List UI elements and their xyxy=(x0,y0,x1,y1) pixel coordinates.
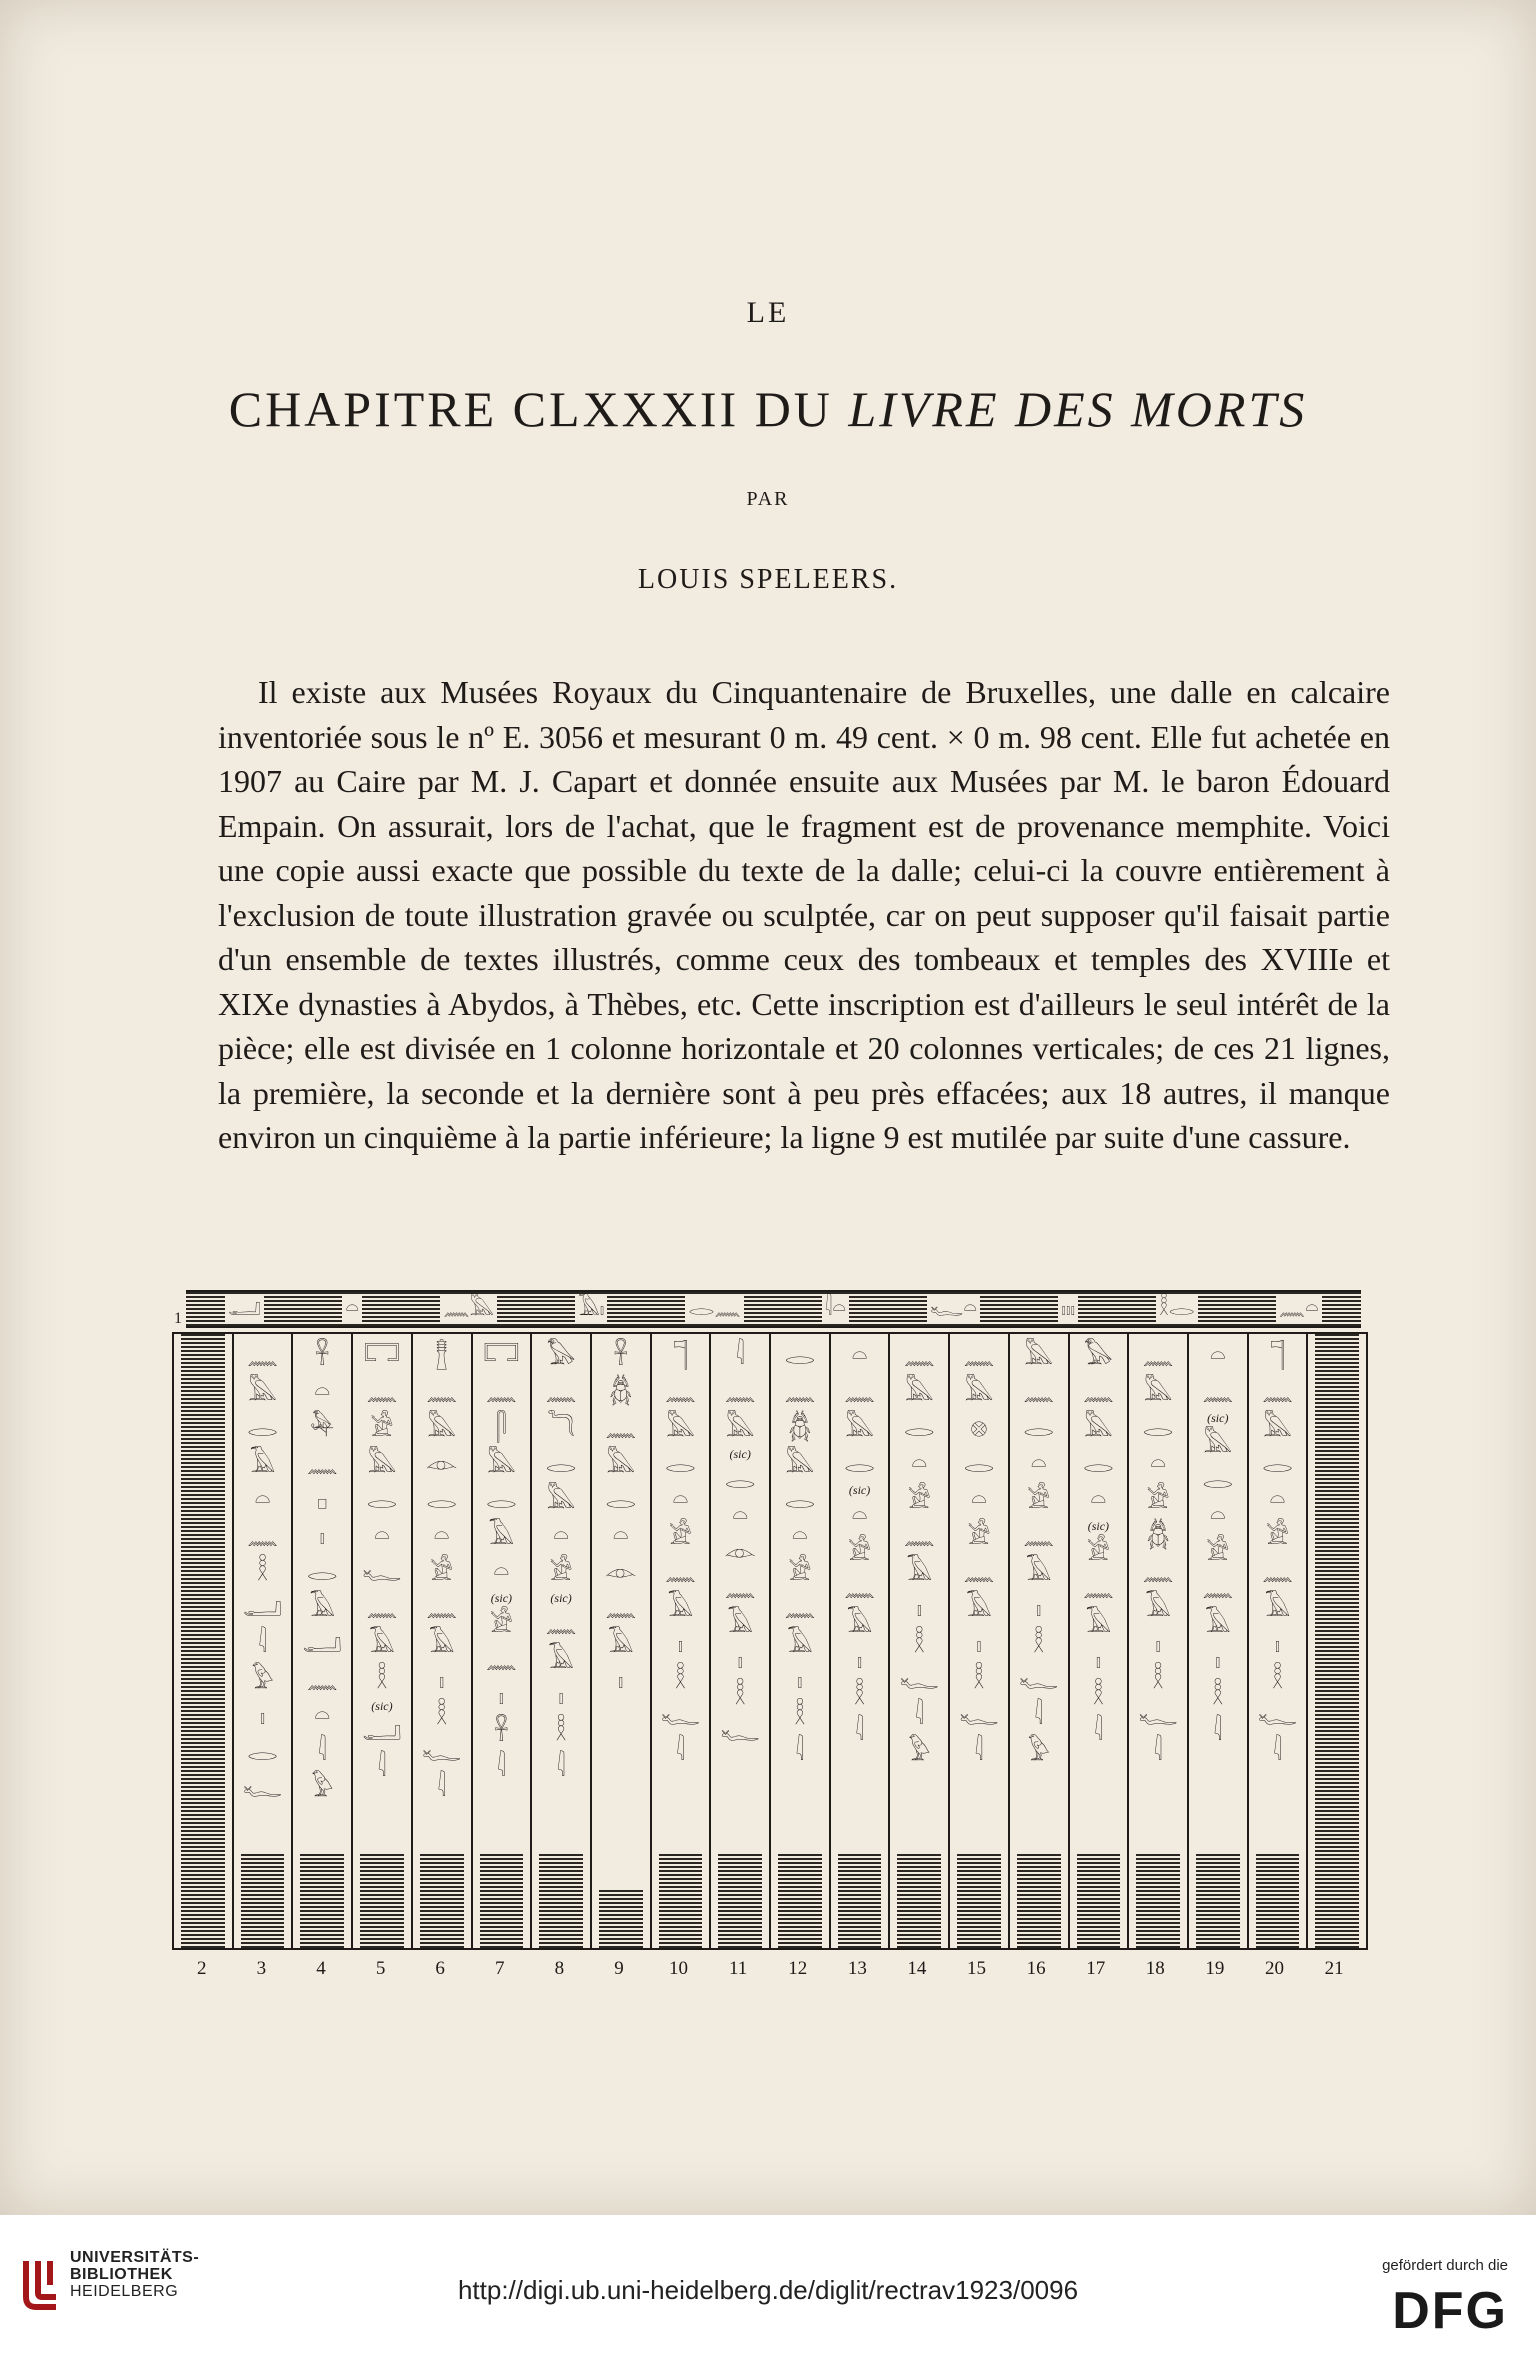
library-name-line1: UNIVERSITÄTS- xyxy=(70,2249,200,2266)
column-18 xyxy=(1129,1334,1189,1948)
byline-par: PAR xyxy=(746,488,790,510)
library-name-line2: BIBLIOTHEK xyxy=(70,2266,173,2283)
column-number: 16 xyxy=(1026,1958,1046,1979)
column-3 xyxy=(234,1334,294,1948)
paragraph-text: Il existe aux Musées Royaux du Cinquantenaire de Bruxelles, une dalle en calcaire inventoriée sous le nº E. 3056 et mesurant 0 m. 49 cent. × 0 m. 98 cent. Elle fut achetée en 1907 au Caire par M. J. Capart et donnée ensuite aux Musées par M. le baron Édouard Empain. On assurait, lors de l'achat, que le fragment est de provenance memphite. Voici une copie aussi exacte que possible du texte de la dalle; celui-ci la couvre entièrement à l'exclusion de toute illustration gravée ou sculptée, car on peut supposer qu'il faisait partie d'un ensemble de textes illustrés, comme ceux des tombeaux et temples des XVIIIe et XIXe dynasties à Abydos, à Thèbes, etc. Cette inscription est d'ailleurs le seul intérêt de la pièce; elle est divisée en 1 colonne horizontale et 20 colonnes verticales; de ces 21 lignes, la première, la seconde et la dernière sont à peu près effacées; aux 18 autres, il manque environ un cinquième à la partie inférieure; la ligne 9 est mutilée par suite d'une cassure. xyxy=(218,674,1390,1155)
column-glyphs: 𓈖 𓅓 𓂋 𓏏 𓀀 𓈖 𓄿 𓏤 𓎛 𓆑 𓇋 𓅱 xyxy=(899,1341,939,1767)
line-number-1: 1 xyxy=(174,1310,182,1327)
column-glyphs: 𓅃 𓈖 𓆓 𓂋 𓅓 𓏏 𓀀 (sic) 𓈖 𓄿 𓏤 𓎛 𓇋 xyxy=(545,1341,577,1783)
column-number: 21 xyxy=(1324,1958,1344,1979)
effaced-area xyxy=(360,1852,404,1948)
effaced-area xyxy=(1077,1852,1121,1948)
sic-note: (sic) xyxy=(848,1483,871,1497)
column-number: 3 xyxy=(256,1958,267,1979)
sic-note: (sic) xyxy=(490,1591,513,1605)
column-glyphs: 𓉐 𓈖 𓀀 𓅓 𓂋 𓏏 𓆑 𓈖 𓄿 𓎛 (sic) 𓂝 𓇋 xyxy=(362,1341,402,1783)
column-glyphs: 𓈖 𓅓 𓂋 𓏏 𓀀 𓆣 𓈖 𓄿 𓏤 𓎛 𓆑 𓇋 xyxy=(1138,1341,1178,1767)
hieroglyph-group: 𓇋𓏏 xyxy=(822,1294,849,1324)
dfg-logo[interactable]: DFG xyxy=(1392,2282,1508,2340)
column-number: 2 xyxy=(197,1958,207,1979)
effaced-area xyxy=(1315,1334,1359,1948)
column-glyphs: 𓏏 𓈖 (sic) 𓅓 𓂋 𓏏 𓀀 𓈖 𓄿 𓏤 𓎛 𓇋 xyxy=(1202,1341,1234,1747)
title-plain: CHAPITRE CLXXXII DU xyxy=(228,381,849,437)
hieroglyph-group: 𓆑𓏏 xyxy=(927,1294,980,1324)
column-19 xyxy=(1189,1334,1249,1948)
effaced-area xyxy=(241,1852,285,1948)
column-glyphs: 𓅃 𓈖 𓅓 𓂋 𓏏 (sic) 𓀀 𓈖 𓄿 𓏤 𓎛 𓇋 xyxy=(1082,1341,1114,1747)
column-number: 15 xyxy=(967,1958,987,1979)
column-number: 7 xyxy=(495,1958,505,1979)
column-number: 9 xyxy=(614,1958,624,1979)
effaced-area xyxy=(420,1852,464,1948)
effaced-area xyxy=(718,1852,762,1948)
column-numbers xyxy=(172,1958,1364,1980)
sic-note: (sic) xyxy=(550,1591,572,1605)
page-title xyxy=(0,380,1536,438)
column-glyphs: 𓊽 𓈖 𓅓 𓁹 𓂋 𓏏 𓀀 𓈖 𓄿 𓏤 𓎛 𓆑 𓇋 xyxy=(422,1341,462,1803)
sic-note: (sic) xyxy=(1087,1519,1110,1533)
body-paragraph xyxy=(218,670,1390,1160)
column-glyphs: 𓅓 𓈖 𓂋 𓏏 𓀀 𓈖 𓄿 𓏤 𓎛 𓆑 𓇋 𓅱 xyxy=(1019,1341,1059,1767)
column-number: 20 xyxy=(1264,1958,1284,1979)
column-15 xyxy=(950,1334,1010,1948)
column-number: 12 xyxy=(788,1958,808,1979)
column-glyphs: 𓂋 𓈖 𓆣 𓅓 𓂋 𓏏 𓀀 𓈖 𓄿 𓏤 𓎛 𓇋 xyxy=(784,1341,816,1767)
column-21 xyxy=(1308,1334,1366,1948)
effaced-area xyxy=(778,1852,822,1948)
sic-note: (sic) xyxy=(371,1699,393,1713)
column-number: 17 xyxy=(1086,1958,1106,1979)
hieroglyph-group: 𓄿𓏤 xyxy=(575,1294,607,1324)
column-7 xyxy=(473,1334,533,1948)
hieroglyph-group: 𓏏 xyxy=(342,1294,362,1324)
column-4 xyxy=(293,1334,353,1948)
permalink-url[interactable]: http://digi.ub.uni-heidelberg.de/diglit/rectrav1923/0096 xyxy=(457,2275,1079,2305)
column-8 xyxy=(532,1334,592,1948)
column-10 xyxy=(652,1334,712,1948)
sic-note: (sic) xyxy=(1207,1411,1229,1425)
column-glyphs: 𓊹 𓈖 𓅓 𓂋 𓏏 𓀀 𓈖 𓄿 𓏤 𓎛 𓆑 𓇋 xyxy=(1257,1341,1298,1767)
column-glyphs: 𓏏 𓈖 𓅓 𓂋 (sic) 𓏏 𓀀 𓈖 𓄿 𓏤 𓎛 𓇋 xyxy=(844,1341,876,1747)
effaced-area xyxy=(300,1852,344,1948)
effaced-area xyxy=(957,1852,1001,1948)
viewer-footer xyxy=(0,2215,1536,2354)
effaced-area xyxy=(897,1852,941,1948)
column-2 xyxy=(174,1334,234,1948)
column-13 xyxy=(831,1334,891,1948)
effaced-area xyxy=(1196,1852,1240,1948)
column-glyphs: 𓋹 𓆣 𓈖 𓅓 𓂋 𓏏 𓁹 𓈖 𓄿 𓏤 xyxy=(604,1341,637,1695)
column-number: 5 xyxy=(375,1958,386,1979)
column-glyphs: 𓋹 𓏏 𓅆 𓈖 𓊪 𓏤 𓂋 𓄿 𓂝 𓈖 𓏏 𓇋 𓅱 xyxy=(302,1341,342,1803)
effaced-area xyxy=(181,1334,225,1948)
column-12 xyxy=(771,1334,831,1948)
effaced-area xyxy=(1136,1852,1180,1948)
column-glyphs: 𓇋 𓈖 𓅓 (sic) 𓂋 𓏏 𓁹 𓈖 𓄿 𓏤 𓎛 𓆑 xyxy=(720,1341,760,1747)
effaced-area xyxy=(1017,1852,1061,1948)
author-name: LOUIS SPELEERS. xyxy=(637,564,899,595)
column-number: 18 xyxy=(1145,1958,1165,1979)
column-number: 11 xyxy=(728,1958,748,1979)
column-20 xyxy=(1249,1334,1309,1948)
effaced-area xyxy=(539,1852,583,1948)
column-number: 4 xyxy=(316,1958,326,1979)
column-number: 6 xyxy=(435,1958,445,1979)
effaced-area xyxy=(480,1852,524,1948)
hieroglyph-group: 𓎛𓂋 xyxy=(1156,1294,1198,1324)
column-number: 8 xyxy=(554,1958,565,1979)
effaced-area xyxy=(1256,1852,1300,1948)
hieroglyph-group: 𓏤𓏤𓏤 xyxy=(1058,1294,1078,1324)
title-prefix: LE xyxy=(746,296,790,329)
column-14 xyxy=(890,1334,950,1948)
column-number: 14 xyxy=(907,1958,927,1979)
hieroglyph-group: 𓈖𓅓 xyxy=(440,1294,497,1324)
hieroglyph-group: 𓂋𓈖 xyxy=(685,1294,743,1324)
column-number: 19 xyxy=(1205,1958,1225,1979)
funder-label: gefördert durch die xyxy=(1382,2257,1508,2274)
column-glyphs: 𓉐 𓈖 𓋴 𓅓 𓂋 𓄿 𓏏 (sic) 𓀀 𓈖 𓏤 𓋹 𓇋 xyxy=(483,1341,520,1783)
column-5 xyxy=(353,1334,413,1948)
column-glyphs: 𓈖 𓅓 𓊖 𓂋 𓏏 𓀀 𓈖 𓄿 𓏤 𓎛 𓆑 𓇋 xyxy=(959,1341,999,1767)
vertical-columns xyxy=(172,1332,1368,1950)
column-11 xyxy=(711,1334,771,1948)
column-9 xyxy=(592,1334,652,1948)
effaced-area xyxy=(838,1852,882,1948)
hieroglyphic-inscription xyxy=(168,1290,1368,2000)
effaced-area xyxy=(659,1852,703,1948)
hieroglyph-group: 𓈖𓏏 xyxy=(1276,1294,1322,1324)
column-number: 13 xyxy=(847,1958,867,1979)
sic-note: (sic) xyxy=(729,1447,751,1461)
column-17 xyxy=(1070,1334,1130,1948)
column-glyphs: 𓊹 𓈖 𓅓 𓂋 𓏏 𓀀 𓈖 𓄿 𓏤 𓎛 𓆑 𓇋 xyxy=(660,1341,700,1767)
column-glyphs: 𓈖 𓅓 𓂋 𓄿 𓏏 𓈖 𓎛 𓂝 𓇋 𓅱 𓏤 𓂋 𓆑 xyxy=(242,1341,283,1803)
column-16 xyxy=(1010,1334,1070,1948)
column-number: 10 xyxy=(669,1958,689,1979)
title-italic: LIVRE DES MORTS xyxy=(848,381,1308,437)
horizontal-line-1 xyxy=(186,1290,1361,1328)
effaced-area xyxy=(599,1888,643,1948)
column-6 xyxy=(413,1334,473,1948)
library-name-line3: HEIDELBERG xyxy=(70,2283,179,2300)
hieroglyph-group: 𓂝 xyxy=(225,1294,264,1324)
